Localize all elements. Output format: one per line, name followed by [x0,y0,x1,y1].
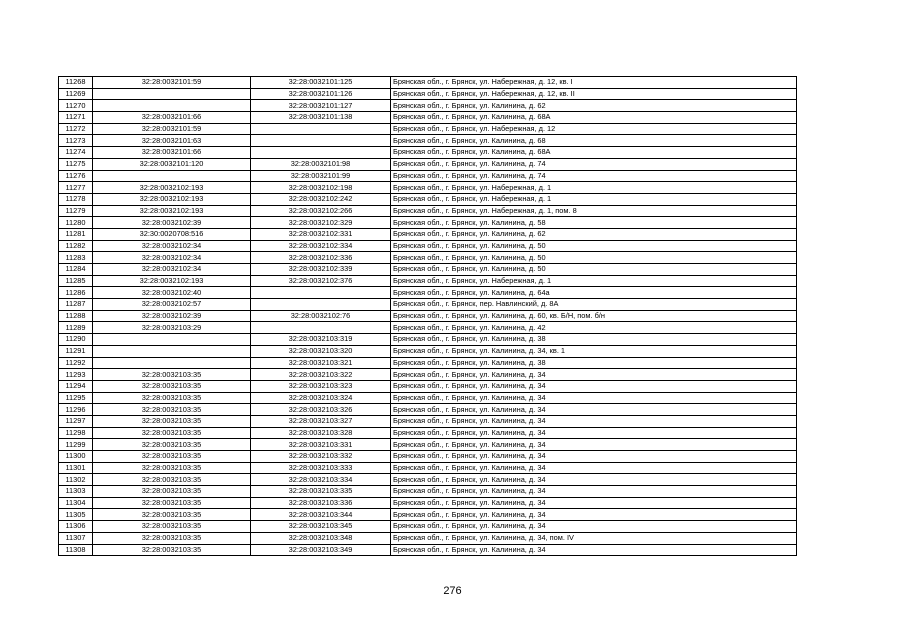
address-cell: Брянская обл., г. Брянск, ул. Набережная, д. 12, кв. I [391,77,797,89]
table-row [59,345,797,357]
object-number-cell: 32:28:0032103:333 [251,462,391,474]
object-number-cell: 32:28:0032103:321 [251,357,391,369]
address-cell: Брянская обл., г. Брянск, ул. Калинина, д. 38 [391,357,797,369]
row-number-cell: 11288 [59,310,93,322]
table-row [59,112,797,124]
object-number-cell: 32:28:0032101:127 [251,100,391,112]
table-row [59,310,797,322]
property-table [58,76,797,556]
parcel-number-cell: 32:28:0032103:35 [93,532,251,544]
parcel-number-cell: 32:28:0032102:193 [93,275,251,287]
row-number-cell: 11305 [59,509,93,521]
row-number-cell: 11285 [59,275,93,287]
address-cell: Брянская обл., г. Брянск, ул. Калинина, д. 34 [391,404,797,416]
table-row [59,228,797,240]
parcel-number-cell: 32:28:0032103:35 [93,521,251,533]
parcel-number-cell: 32:28:0032103:35 [93,509,251,521]
table-row [59,322,797,334]
row-number-cell: 11282 [59,240,93,252]
table-row [59,451,797,463]
parcel-number-cell: 32:28:0032103:35 [93,392,251,404]
parcel-number-cell [93,357,251,369]
parcel-number-cell: 32:28:0032102:193 [93,182,251,194]
parcel-number-cell: 32:28:0032103:29 [93,322,251,334]
address-cell: Брянская обл., г. Брянск, ул. Набережная, д. 12, кв. II [391,88,797,100]
row-number-cell: 11296 [59,404,93,416]
row-number-cell: 11302 [59,474,93,486]
address-cell: Брянская обл., г. Брянск, ул. Набережная, д. 12 [391,123,797,135]
object-number-cell: 32:28:0032102:336 [251,252,391,264]
parcel-number-cell: 32:28:0032103:35 [93,415,251,427]
table-row [59,497,797,509]
row-number-cell: 11283 [59,252,93,264]
row-number-cell: 11278 [59,193,93,205]
parcel-number-cell: 32:28:0032101:59 [93,77,251,89]
row-number-cell: 11284 [59,264,93,276]
parcel-number-cell: 32:28:0032101:63 [93,135,251,147]
table-row [59,357,797,369]
object-number-cell: 32:28:0032103:334 [251,474,391,486]
table-row [59,252,797,264]
table-row [59,486,797,498]
table-row [59,392,797,404]
row-number-cell: 11286 [59,287,93,299]
address-cell: Брянская обл., г. Брянск, ул. Калинина, д. 74 [391,170,797,182]
address-cell: Брянская обл., г. Брянск, ул. Калинина, д. 34 [391,415,797,427]
row-number-cell: 11273 [59,135,93,147]
table-row [59,415,797,427]
address-cell: Брянская обл., г. Брянск, ул. Калинина, д. 38 [391,334,797,346]
table-row [59,474,797,486]
row-number-cell: 11304 [59,497,93,509]
parcel-number-cell [93,100,251,112]
table-row [59,77,797,89]
object-number-cell: 32:28:0032102:242 [251,193,391,205]
address-cell: Брянская обл., г. Брянск, ул. Калинина, д. 68 [391,135,797,147]
row-number-cell: 11290 [59,334,93,346]
object-number-cell: 32:28:0032102:376 [251,275,391,287]
object-number-cell: 32:28:0032103:326 [251,404,391,416]
address-cell: Брянская обл., г. Брянск, ул. Калинина, д. 34 [391,521,797,533]
address-cell: Брянская обл., г. Брянск, ул. Калинина, д. 34 [391,462,797,474]
parcel-number-cell: 32:28:0032101:66 [93,112,251,124]
object-number-cell: 32:28:0032103:322 [251,369,391,381]
table-row [59,369,797,381]
address-cell: Брянская обл., г. Брянск, ул. Калинина, д. 74 [391,158,797,170]
row-number-cell: 11279 [59,205,93,217]
object-number-cell [251,287,391,299]
object-number-cell: 32:28:0032103:320 [251,345,391,357]
table-row [59,427,797,439]
row-number-cell: 11301 [59,462,93,474]
table-row [59,544,797,556]
row-number-cell: 11287 [59,299,93,311]
table-row [59,380,797,392]
parcel-number-cell [93,345,251,357]
object-number-cell: 32:28:0032103:344 [251,509,391,521]
row-number-cell: 11270 [59,100,93,112]
parcel-number-cell [93,88,251,100]
table-row [59,205,797,217]
row-number-cell: 11280 [59,217,93,229]
address-cell: Брянская обл., г. Брянск, ул. Калинина, д. 64а [391,287,797,299]
table-row [59,217,797,229]
object-number-cell: 32:28:0032102:334 [251,240,391,252]
table-row [59,462,797,474]
table-row [59,509,797,521]
object-number-cell: 32:28:0032103:331 [251,439,391,451]
table-row [59,275,797,287]
row-number-cell: 11292 [59,357,93,369]
table-row [59,193,797,205]
object-number-cell: 32:28:0032103:332 [251,451,391,463]
table-row [59,158,797,170]
row-number-cell: 11295 [59,392,93,404]
table-row [59,123,797,135]
address-cell: Брянская обл., г. Брянск, ул. Калинина, д. 50 [391,264,797,276]
parcel-number-cell: 32:28:0032101:66 [93,147,251,159]
address-cell: Брянская обл., г. Брянск, ул. Калинина, д. 50 [391,252,797,264]
parcel-number-cell: 32:28:0032102:34 [93,252,251,264]
row-number-cell: 11303 [59,486,93,498]
parcel-number-cell: 32:28:0032103:35 [93,380,251,392]
address-cell: Брянская обл., г. Брянск, ул. Калинина, д. 58 [391,217,797,229]
table-row [59,240,797,252]
parcel-number-cell: 32:28:0032103:35 [93,474,251,486]
row-number-cell: 11268 [59,77,93,89]
address-cell: Брянская обл., г. Брянск, ул. Калинина, д. 34 [391,474,797,486]
address-cell: Брянская обл., г. Брянск, ул. Калинина, д. 34 [391,486,797,498]
table-row [59,88,797,100]
row-number-cell: 11272 [59,123,93,135]
table-row [59,404,797,416]
parcel-number-cell: 32:28:0032102:34 [93,264,251,276]
row-number-cell: 11293 [59,369,93,381]
address-cell: Брянская обл., г. Брянск, ул. Калинина, д. 34, пом. IV [391,532,797,544]
address-cell: Брянская обл., г. Брянск, ул. Набережная, д. 1, пом. 8 [391,205,797,217]
address-cell: Брянская обл., г. Брянск, ул. Калинина, д. 34, кв. 1 [391,345,797,357]
row-number-cell: 11308 [59,544,93,556]
table-row [59,264,797,276]
object-number-cell [251,322,391,334]
parcel-number-cell: 32:28:0032103:35 [93,404,251,416]
object-number-cell: 32:28:0032101:138 [251,112,391,124]
table-row [59,439,797,451]
object-number-cell: 32:28:0032103:324 [251,392,391,404]
parcel-number-cell: 32:28:0032103:35 [93,497,251,509]
address-cell: Брянская обл., г. Брянск, ул. Калинина, д. 34 [391,427,797,439]
address-cell: Брянская обл., г. Брянск, ул. Калинина, д. 62 [391,228,797,240]
row-number-cell: 11306 [59,521,93,533]
row-number-cell: 11277 [59,182,93,194]
parcel-number-cell: 32:28:0032103:35 [93,544,251,556]
parcel-number-cell [93,334,251,346]
address-cell: Брянская обл., г. Брянск, ул. Калинина, д. 34 [391,544,797,556]
object-number-cell: 32:28:0032103:345 [251,521,391,533]
object-number-cell: 32:28:0032102:76 [251,310,391,322]
object-number-cell: 32:28:0032103:336 [251,497,391,509]
object-number-cell [251,147,391,159]
address-cell: Брянская обл., г. Брянск, ул. Калинина, д. 60, кв. Б/Н, пом. б/н [391,310,797,322]
object-number-cell: 32:28:0032102:331 [251,228,391,240]
table-row [59,521,797,533]
parcel-number-cell: 32:28:0032101:120 [93,158,251,170]
address-cell: Брянская обл., г. Брянск, ул. Набережная, д. 1 [391,193,797,205]
address-cell: Брянская обл., г. Брянск, ул. Набережная, д. 1 [391,275,797,287]
row-number-cell: 11300 [59,451,93,463]
object-number-cell: 32:28:0032102:198 [251,182,391,194]
row-number-cell: 11274 [59,147,93,159]
object-number-cell: 32:28:0032101:98 [251,158,391,170]
row-number-cell: 11307 [59,532,93,544]
parcel-number-cell: 32:28:0032103:35 [93,439,251,451]
parcel-number-cell: 32:28:0032103:35 [93,451,251,463]
table-row [59,532,797,544]
row-number-cell: 11294 [59,380,93,392]
object-number-cell: 32:28:0032103:349 [251,544,391,556]
row-number-cell: 11269 [59,88,93,100]
object-number-cell: 32:28:0032102:339 [251,264,391,276]
parcel-number-cell [93,170,251,182]
row-number-cell: 11298 [59,427,93,439]
address-cell: Брянская обл., г. Брянск, ул. Калинина, д. 34 [391,380,797,392]
object-number-cell: 32:28:0032103:328 [251,427,391,439]
object-number-cell [251,299,391,311]
property-table-body [59,77,797,556]
parcel-number-cell: 32:28:0032103:35 [93,369,251,381]
address-cell: Брянская обл., г. Брянск, ул. Калинина, д. 34 [391,497,797,509]
object-number-cell: 32:28:0032101:125 [251,77,391,89]
table-row [59,299,797,311]
address-cell: Брянская обл., г. Брянск, ул. Калинина, д. 34 [391,369,797,381]
object-number-cell [251,135,391,147]
row-number-cell: 11291 [59,345,93,357]
object-number-cell: 32:28:0032103:335 [251,486,391,498]
parcel-number-cell: 32:28:0032102:39 [93,310,251,322]
table-row [59,287,797,299]
parcel-number-cell: 32:28:0032102:57 [93,299,251,311]
parcel-number-cell: 32:28:0032101:59 [93,123,251,135]
parcel-number-cell: 32:28:0032102:193 [93,205,251,217]
table-row [59,100,797,112]
address-cell: Брянская обл., г. Брянск, ул. Калинина, д. 68А [391,112,797,124]
row-number-cell: 11276 [59,170,93,182]
address-cell: Брянская обл., г. Брянск, ул. Калинина, д. 34 [391,451,797,463]
table-row [59,135,797,147]
row-number-cell: 11297 [59,415,93,427]
address-cell: Брянская обл., г. Брянск, ул. Калинина, д. 34 [391,392,797,404]
row-number-cell: 11281 [59,228,93,240]
parcel-number-cell: 32:28:0032102:39 [93,217,251,229]
parcel-number-cell: 32:28:0032102:193 [93,193,251,205]
address-cell: Брянская обл., г. Брянск, ул. Калинина, д. 62 [391,100,797,112]
object-number-cell: 32:28:0032103:327 [251,415,391,427]
address-cell: Брянская обл., г. Брянск, пер. Навлинский, д. 8А [391,299,797,311]
row-number-cell: 11271 [59,112,93,124]
address-cell: Брянская обл., г. Брянск, ул. Калинина, д. 42 [391,322,797,334]
parcel-number-cell: 32:28:0032103:35 [93,427,251,439]
object-number-cell: 32:28:0032101:99 [251,170,391,182]
parcel-number-cell: 32:28:0032102:40 [93,287,251,299]
parcel-number-cell: 32:28:0032103:35 [93,462,251,474]
object-number-cell: 32:28:0032103:323 [251,380,391,392]
parcel-number-cell: 32:28:0032103:35 [93,486,251,498]
object-number-cell: 32:28:0032103:348 [251,532,391,544]
parcel-number-cell: 32:30:0020708:516 [93,228,251,240]
address-cell: Брянская обл., г. Брянск, ул. Калинина, д. 68А [391,147,797,159]
object-number-cell [251,123,391,135]
table-row [59,147,797,159]
address-cell: Брянская обл., г. Брянск, ул. Калинина, д. 34 [391,439,797,451]
table-row [59,334,797,346]
object-number-cell: 32:28:0032101:126 [251,88,391,100]
object-number-cell: 32:28:0032103:319 [251,334,391,346]
parcel-number-cell: 32:28:0032102:34 [93,240,251,252]
object-number-cell: 32:28:0032102:329 [251,217,391,229]
row-number-cell: 11275 [59,158,93,170]
row-number-cell: 11299 [59,439,93,451]
page-number: 276 [443,585,462,597]
object-number-cell: 32:28:0032102:266 [251,205,391,217]
address-cell: Брянская обл., г. Брянск, ул. Калинина, д. 50 [391,240,797,252]
address-cell: Брянская обл., г. Брянск, ул. Набережная, д. 1 [391,182,797,194]
table-row [59,182,797,194]
address-cell: Брянская обл., г. Брянск, ул. Калинина, д. 34 [391,509,797,521]
row-number-cell: 11289 [59,322,93,334]
table-row [59,170,797,182]
